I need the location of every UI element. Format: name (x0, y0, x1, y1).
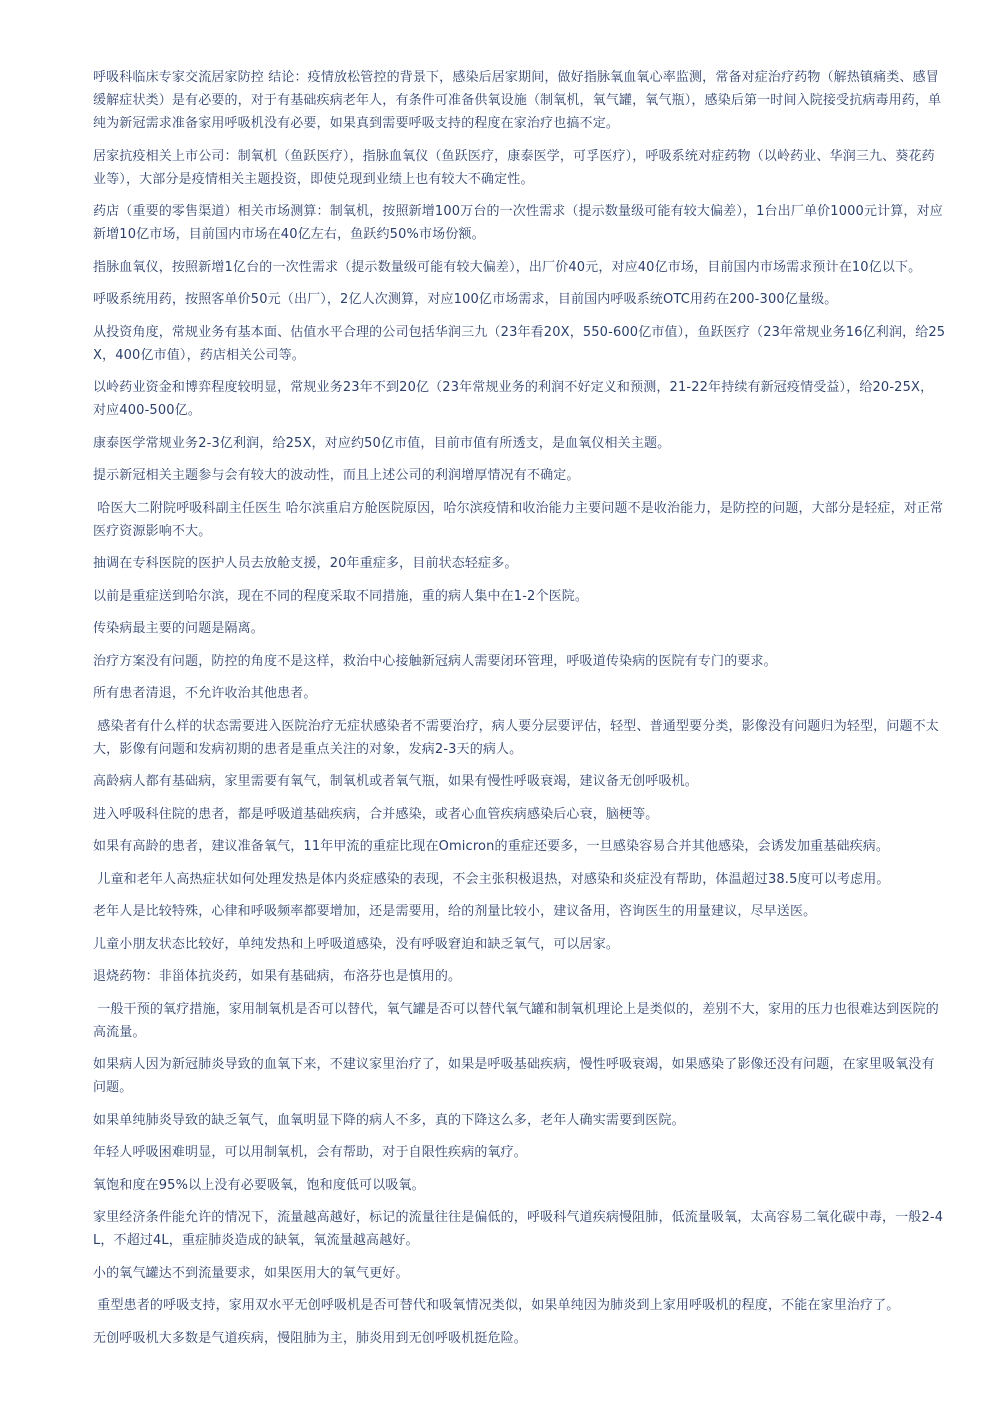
paragraph: 高龄病人都有基础病，家里需要有氧气，制氧机或者氧气瓶，如果有慢性呼吸衰竭，建议备无创呼吸机。 (93, 774, 698, 789)
paragraph: 重型患者的呼吸支持，家用双水平无创呼吸机是否可替代和吸氧情况类似，如果单纯因为肺炎到上家用呼吸机的程度，不能在家里治疗了。 (93, 1298, 900, 1313)
paragraph: 抽调在专科医院的医护人员去放舱支援，20年重症多，目前状态轻症多。 (93, 556, 518, 571)
paragraph: 以前是重症送到哈尔滨，现在不同的程度采取不同措施，重的病人集中在1-2个医院。 (93, 588, 589, 604)
document-page (93, 66, 946, 1359)
paragraph: 如果病人因为新冠肺炎导致的血氧下来，不建议家里治疗了，如果是呼吸基础疾病，慢性呼吸衰竭，如果感染了影像还没有问题，在家里吸氧没有问题。 (93, 1057, 935, 1095)
paragraph: 进入呼吸科住院的患者，都是呼吸道基础疾病，合并感染，或者心血管疾病感染后心衰，脑梗等。 (93, 806, 659, 822)
paragraph: 退烧药物：非甾体抗炎药，如果有基础病，布洛芬也是慎用的。 (93, 969, 462, 984)
paragraph: 如果有高龄的患者，建议准备氧气，11年甲流的重症比现在Omicron的重症还要多，一旦感染容易合并其他感染，会诱发加重基础疾病。 (93, 839, 890, 854)
paragraph: 年轻人呼吸困难明显，可以用制氧机，会有帮助，对于自限性疾病的氧疗。 (93, 1145, 527, 1160)
paragraph: 呼吸系统用药，按照客单价50元（出厂），2亿人次测算，对应100亿市场需求，目前国内呼吸系统OTC用药在200-300亿量级。 (93, 292, 838, 307)
paragraph: 居家抗疫相关上市公司：制氧机（鱼跃医疗），指脉血氧仪（鱼跃医疗，康泰医学，可孚医疗），呼吸系统对症药物（以岭药业、华润三九、葵花药业等），大部分是疫情相关主题投资，即使兑现到业绩上也有较大不确定性。 (93, 148, 935, 187)
paragraph: 感染者有什么样的状态需要进入医院治疗无症状感染者不需要治疗，病人要分层要评估，轻型、普通型要分类，影像没有问题归为轻型，问题不太大，影像有问题和发病初期的患者是重点关注的对象，发病2-3天的病人。 (93, 718, 939, 757)
paragraph: 氧饱和度在95%以上没有必要吸氧，饱和度低可以吸氧。 (93, 1177, 425, 1193)
paragraph: 无创呼吸机大多数是气道疾病，慢阻肺为主，肺炎用到无创呼吸机挺危险。 (93, 1330, 527, 1346)
paragraph: 治疗方案没有问题，防控的角度不是这样，救治中心接触新冠病人需要闭环管理，呼吸道传染病的医院有专门的要求。 (93, 653, 777, 669)
paragraph: 传染病最主要的问题是隔离。 (93, 621, 264, 636)
paragraph: 药店（重要的零售渠道）相关市场测算：制氧机，按照新增100万台的一次性需求（提示数量级可能有较大偏差），1台出厂单价1000元计算，对应新增10亿市场，目前国内市场在40亿左右，鱼跃约50%市场份额。 (93, 204, 943, 242)
paragraph: 一般干预的氧疗措施，家用制氧机是否可以替代，氧气罐是否可以替代氧气罐和制氧机理论上是类似的，差别不大，家用的压力也很难达到医院的高流量。 (93, 1001, 939, 1040)
paragraph: 如果单纯肺炎导致的缺乏氧气，血氧明显下降的病人不多，真的下降这么多，老年人确实需要到医院。 (93, 1112, 685, 1128)
paragraph: 家里经济条件能允许的情况下，流量越高越好，标记的流量往往是偏低的，呼吸科气道疾病慢阻肺，低流量吸氧，太高容易二氧化碳中毒，一般2-4L，不超过4L，重症肺炎造成的缺氧，氧流量越高越好。 (93, 1210, 944, 1248)
paragraph: 指脉血氧仪，按照新增1亿台的一次性需求（提示数量级可能有较大偏差），出厂价40元，对应40亿市场，目前国内市场需求预计在10亿以下。 (93, 259, 922, 275)
paragraph: 呼吸科临床专家交流居家防控 结论：疫情放松管控的背景下，感染后居家期间，做好指脉氧血氧心率监测，常备对症治疗药物（解热镇痛类、感冒缓解症状类）是有必要的，对于有基础疾病老年人，有条件可准备供氧设施（制氧机，氧气罐，氧气瓶），感染后第一时间入院接受抗病毒用药，单纯为新冠需求准备家用呼吸机没有必要，如果真到需要呼吸支持的程度在家治疗也搞不定。 (93, 70, 942, 131)
paragraph: 小的氧气罐达不到流量要求，如果医用大的氧气更好。 (93, 1265, 409, 1281)
paragraph: 康泰医学常规业务2-3亿利润，给25X，对应约50亿市值，目前市值有所透支，是血氧仪相关主题。 (93, 435, 671, 451)
paragraph: 儿童小朋友状态比较好，单纯发热和上呼吸道感染，没有呼吸窘迫和缺乏氧气，可以居家。 (93, 936, 620, 952)
paragraph: 以岭药业资金和博弈程度较明显，常规业务23年不到20亿（23年常规业务的利润不好定义和预测，21-22年持续有新冠疫情受益），给20-25X，对应400-500亿。 (93, 380, 934, 418)
paragraph: 提示新冠相关主题参与会有较大的波动性，而且上述公司的利润增厚情况有不确定。 (93, 468, 580, 483)
paragraph: 儿童和老年人高热症状如何处理发热是体内炎症感染的表现，不会主张积极退热，对感染和炎症没有帮助，体温超过38.5度可以考虑用。 (93, 871, 890, 887)
paragraph: 老年人是比较特殊，心律和呼吸频率都要增加，还是需要用，给的剂量比较小，建议备用，咨询医生的用量建议，尽早送医。 (93, 904, 817, 919)
paragraph: 所有患者清退，不允许收治其他患者。 (93, 686, 317, 701)
paragraph: 哈医大二附院呼吸科副主任医生 哈尔滨重启方舱医院原因，哈尔滨疫情和收治能力主要问题不是收治能力，是防控的问题，大部分是轻症，对正常医疗资源影响不大。 (93, 500, 944, 539)
paragraph: 从投资角度，常规业务有基本面、估值水平合理的公司包括华润三九（23年看20X，550-600亿市值），鱼跃医疗（23年常规业务16亿利润，给25X，400亿市值），药店相关公司等。 (93, 324, 946, 363)
